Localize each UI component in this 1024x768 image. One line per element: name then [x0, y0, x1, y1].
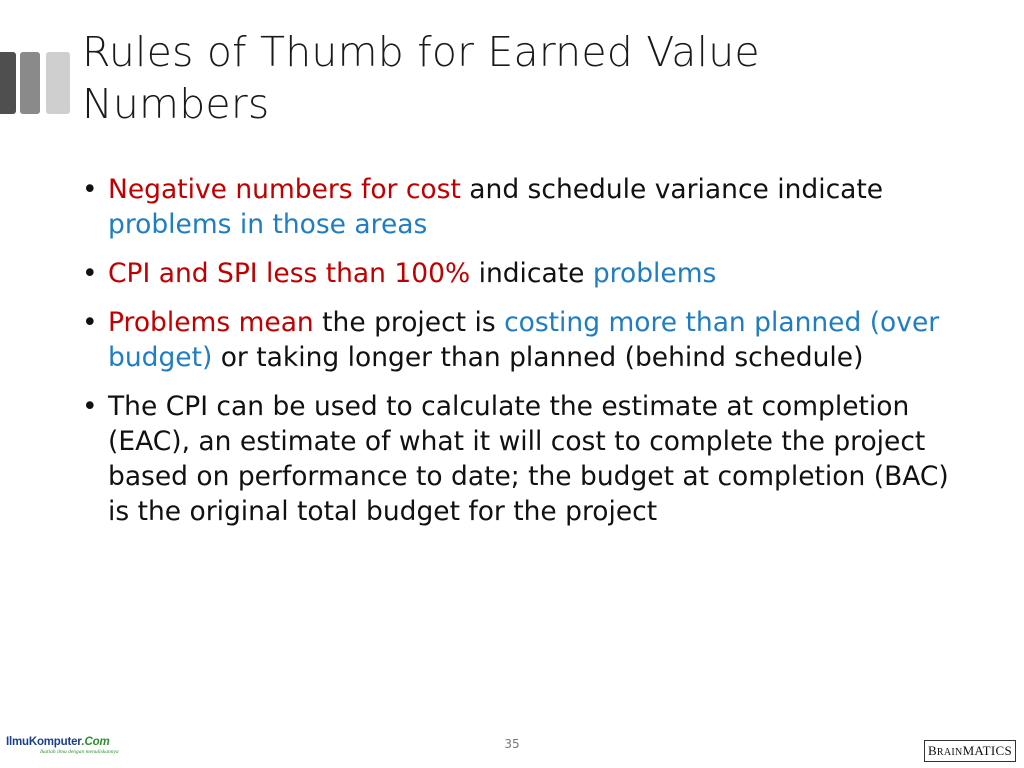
- ilmukomputer-logo-text: [6, 736, 136, 748]
- bullet-text: The CPI can be used to calculate the estimate at completion (EAC), an estimate of what it will cost to complete the project based on performance to date; the budget at completion (BAC) is the original total budget for the project: [108, 391, 949, 527]
- brainmatics-logo-part-1: B: [927, 743, 937, 758]
- bullet-item: [80, 389, 960, 529]
- bullet-item: [80, 305, 960, 375]
- decorative-bar-medium: [20, 52, 40, 114]
- decorative-bar-light: [46, 52, 70, 114]
- bullet-text: or taking longer than planned (behind schedule): [212, 342, 864, 373]
- decorative-bar-dark: [0, 52, 16, 114]
- slide-title-line-2: Numbers: [82, 80, 270, 128]
- page-number: 35: [504, 737, 520, 751]
- bullet-item: [80, 172, 960, 242]
- bullet-highlight-blue: costing more than planned (over budget): [108, 307, 940, 373]
- bullet-list: [80, 172, 960, 543]
- bullet-highlight-red: Negative numbers for cost: [108, 174, 461, 205]
- brainmatics-logo-part-2: RAIN: [936, 747, 963, 758]
- bullet-highlight-blue: problems: [592, 258, 717, 289]
- ilmukomputer-logo-tagline: Ikatlah ilmu dengan menuliskannya: [40, 749, 119, 755]
- brainmatics-logo: [924, 740, 1016, 762]
- ilmukomputer-logo-main: IlmuKomputer: [6, 736, 82, 748]
- bullet-highlight-red: Problems mean: [108, 307, 314, 338]
- slide-title-line-1: Rules of Thumb for Earned Value: [82, 28, 760, 76]
- brainmatics-logo-part-3: MATICS: [962, 743, 1013, 758]
- bullet-item: [80, 256, 960, 291]
- bullet-text: the project is: [313, 307, 505, 338]
- decorative-bars: [0, 52, 72, 114]
- bullet-highlight-red: CPI and SPI less than 100%: [108, 258, 471, 289]
- ilmukomputer-logo: [6, 736, 136, 764]
- bullet-text: indicate: [470, 258, 593, 289]
- bullet-highlight-blue: problems in those areas: [108, 209, 428, 240]
- slide-title: [82, 26, 982, 130]
- brainmatics-logo-text: [928, 743, 1012, 759]
- bullet-text: and schedule variance indicate: [460, 174, 884, 205]
- ilmukomputer-logo-suffix: .Com: [81, 736, 110, 748]
